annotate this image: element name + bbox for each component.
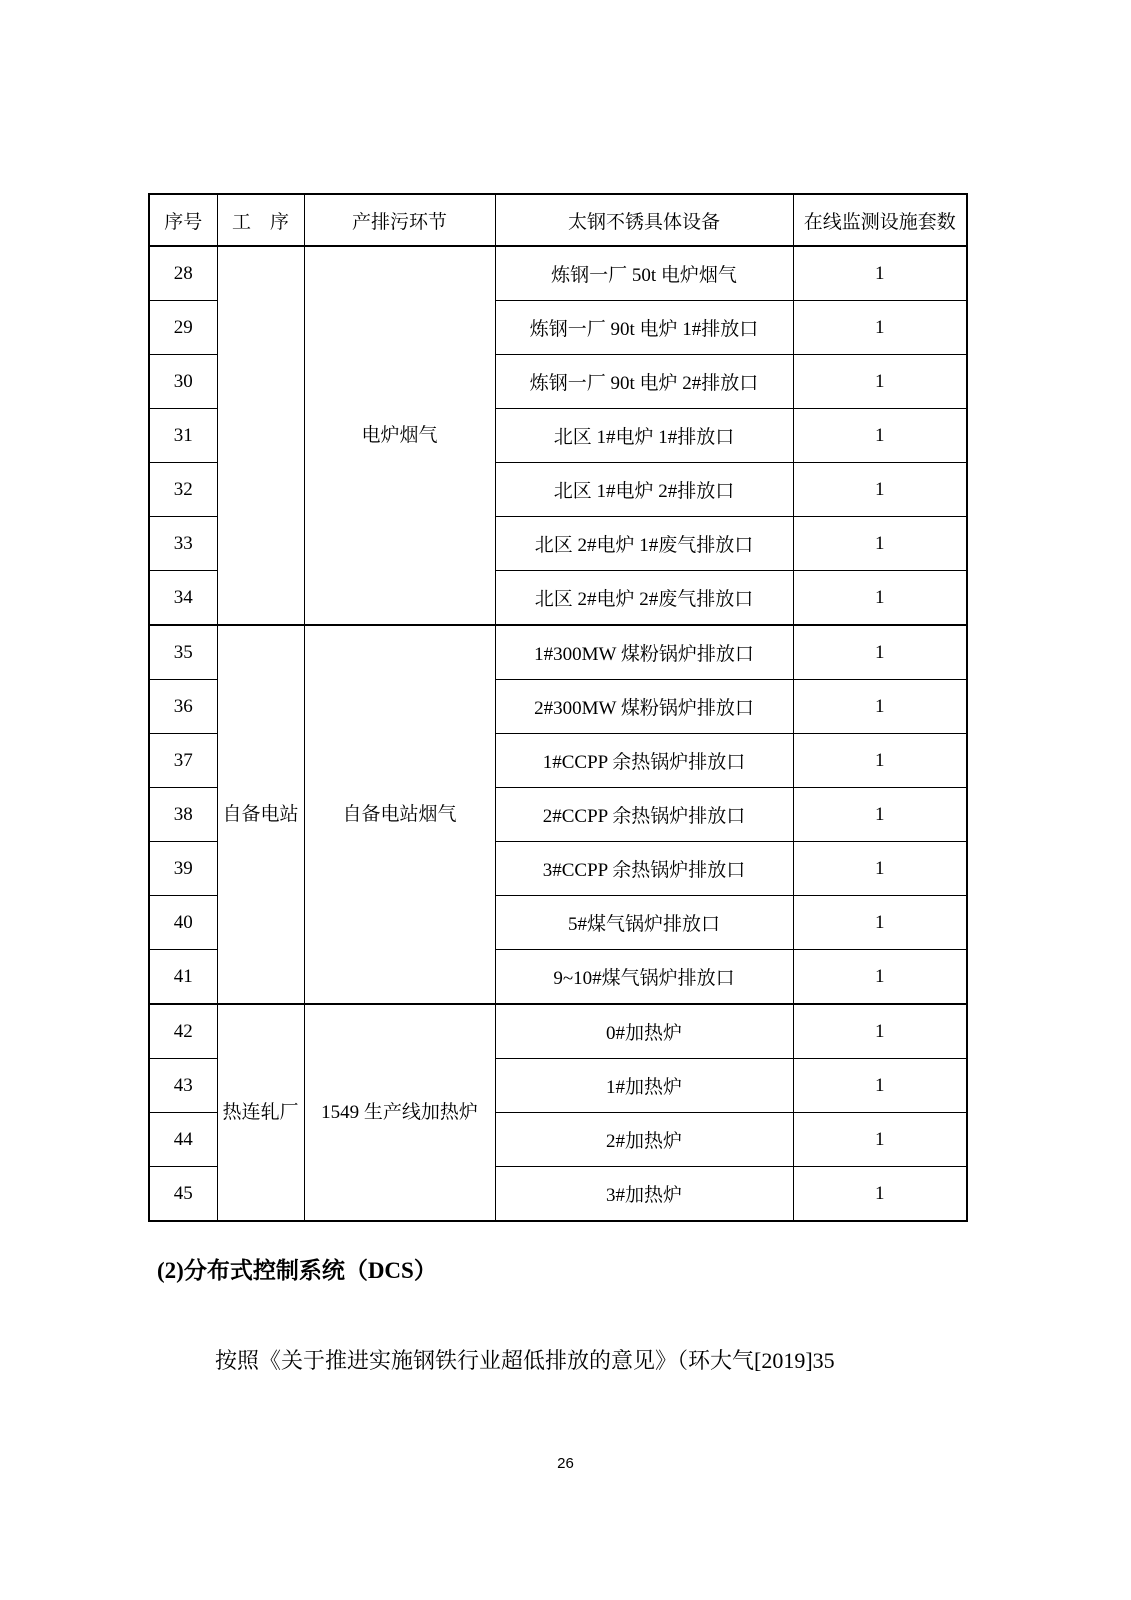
equipment-cell: 1#加热炉 bbox=[495, 1059, 793, 1113]
monitor-count-cell: 1 bbox=[793, 896, 967, 950]
section-heading: (2)分布式控制系统（DCS） bbox=[157, 1258, 437, 1283]
page-number: 26 bbox=[557, 1455, 574, 1472]
monitor-count-cell: 1 bbox=[793, 463, 967, 517]
sequence-cell: 44 bbox=[149, 1113, 217, 1167]
sequence-cell: 30 bbox=[149, 355, 217, 409]
process-cell: 热连轧厂 bbox=[217, 1004, 304, 1221]
sequence-cell: 33 bbox=[149, 517, 217, 571]
monitor-count-cell: 1 bbox=[793, 625, 967, 680]
column-header-2: 产排污环节 bbox=[304, 194, 495, 246]
pollution-link-cell: 电炉烟气 bbox=[304, 246, 495, 625]
equipment-cell: 5#煤气锅炉排放口 bbox=[495, 896, 793, 950]
equipment-cell: 2#300MW 煤粉锅炉排放口 bbox=[495, 680, 793, 734]
sequence-cell: 45 bbox=[149, 1167, 217, 1222]
sequence-cell: 35 bbox=[149, 625, 217, 680]
equipment-cell: 炼钢一厂 90t 电炉 1#排放口 bbox=[495, 301, 793, 355]
equipment-cell: 3#CCPP 余热锅炉排放口 bbox=[495, 842, 793, 896]
equipment-cell: 2#CCPP 余热锅炉排放口 bbox=[495, 788, 793, 842]
sequence-cell: 41 bbox=[149, 950, 217, 1005]
equipment-cell: 北区 2#电炉 2#废气排放口 bbox=[495, 571, 793, 626]
equipment-cell: 炼钢一厂 50t 电炉烟气 bbox=[495, 246, 793, 301]
equipment-cell: 2#加热炉 bbox=[495, 1113, 793, 1167]
table-row bbox=[149, 625, 967, 680]
monitor-count-cell: 1 bbox=[793, 1167, 967, 1222]
monitor-count-cell: 1 bbox=[793, 788, 967, 842]
process-cell bbox=[217, 246, 304, 625]
sequence-cell: 40 bbox=[149, 896, 217, 950]
monitor-count-cell: 1 bbox=[793, 409, 967, 463]
pollution-link-cell: 自备电站烟气 bbox=[304, 625, 495, 1004]
monitor-count-cell: 1 bbox=[793, 734, 967, 788]
online-monitoring-table bbox=[148, 193, 968, 1222]
monitor-count-cell: 1 bbox=[793, 1004, 967, 1059]
sequence-cell: 42 bbox=[149, 1004, 217, 1059]
monitor-count-cell: 1 bbox=[793, 1113, 967, 1167]
equipment-cell: 3#加热炉 bbox=[495, 1167, 793, 1222]
sequence-cell: 34 bbox=[149, 571, 217, 626]
sequence-cell: 31 bbox=[149, 409, 217, 463]
column-header-3: 太钢不锈具体设备 bbox=[495, 194, 793, 246]
monitor-count-cell: 1 bbox=[793, 517, 967, 571]
column-header-4: 在线监测设施套数 bbox=[793, 194, 967, 246]
equipment-cell: 北区 2#电炉 1#废气排放口 bbox=[495, 517, 793, 571]
sequence-cell: 28 bbox=[149, 246, 217, 301]
sequence-cell: 38 bbox=[149, 788, 217, 842]
monitor-count-cell: 1 bbox=[793, 1059, 967, 1113]
process-cell: 自备电站 bbox=[217, 625, 304, 1004]
equipment-cell: 北区 1#电炉 2#排放口 bbox=[495, 463, 793, 517]
monitor-count-cell: 1 bbox=[793, 842, 967, 896]
sequence-cell: 29 bbox=[149, 301, 217, 355]
table-row bbox=[149, 246, 967, 301]
body-paragraph: 按照《关于推进实施钢铁行业超低排放的意见》（环大气[2019]35 bbox=[215, 1348, 835, 1373]
monitor-count-cell: 1 bbox=[793, 680, 967, 734]
monitor-count-cell: 1 bbox=[793, 571, 967, 626]
sequence-cell: 36 bbox=[149, 680, 217, 734]
pollution-link-cell: 1549 生产线加热炉 bbox=[304, 1004, 495, 1221]
column-header-1: 工 序 bbox=[217, 194, 304, 246]
equipment-cell: 1#300MW 煤粉锅炉排放口 bbox=[495, 625, 793, 680]
equipment-cell: 北区 1#电炉 1#排放口 bbox=[495, 409, 793, 463]
equipment-cell: 0#加热炉 bbox=[495, 1004, 793, 1059]
sequence-cell: 43 bbox=[149, 1059, 217, 1113]
column-header-0: 序号 bbox=[149, 194, 217, 246]
table-row bbox=[149, 1004, 967, 1059]
monitor-count-cell: 1 bbox=[793, 246, 967, 301]
sequence-cell: 39 bbox=[149, 842, 217, 896]
sequence-cell: 37 bbox=[149, 734, 217, 788]
equipment-cell: 9~10#煤气锅炉排放口 bbox=[495, 950, 793, 1005]
equipment-cell: 1#CCPP 余热锅炉排放口 bbox=[495, 734, 793, 788]
sequence-cell: 32 bbox=[149, 463, 217, 517]
monitor-count-cell: 1 bbox=[793, 301, 967, 355]
equipment-cell: 炼钢一厂 90t 电炉 2#排放口 bbox=[495, 355, 793, 409]
monitor-count-cell: 1 bbox=[793, 950, 967, 1005]
monitor-count-cell: 1 bbox=[793, 355, 967, 409]
table-header-row bbox=[149, 194, 967, 246]
